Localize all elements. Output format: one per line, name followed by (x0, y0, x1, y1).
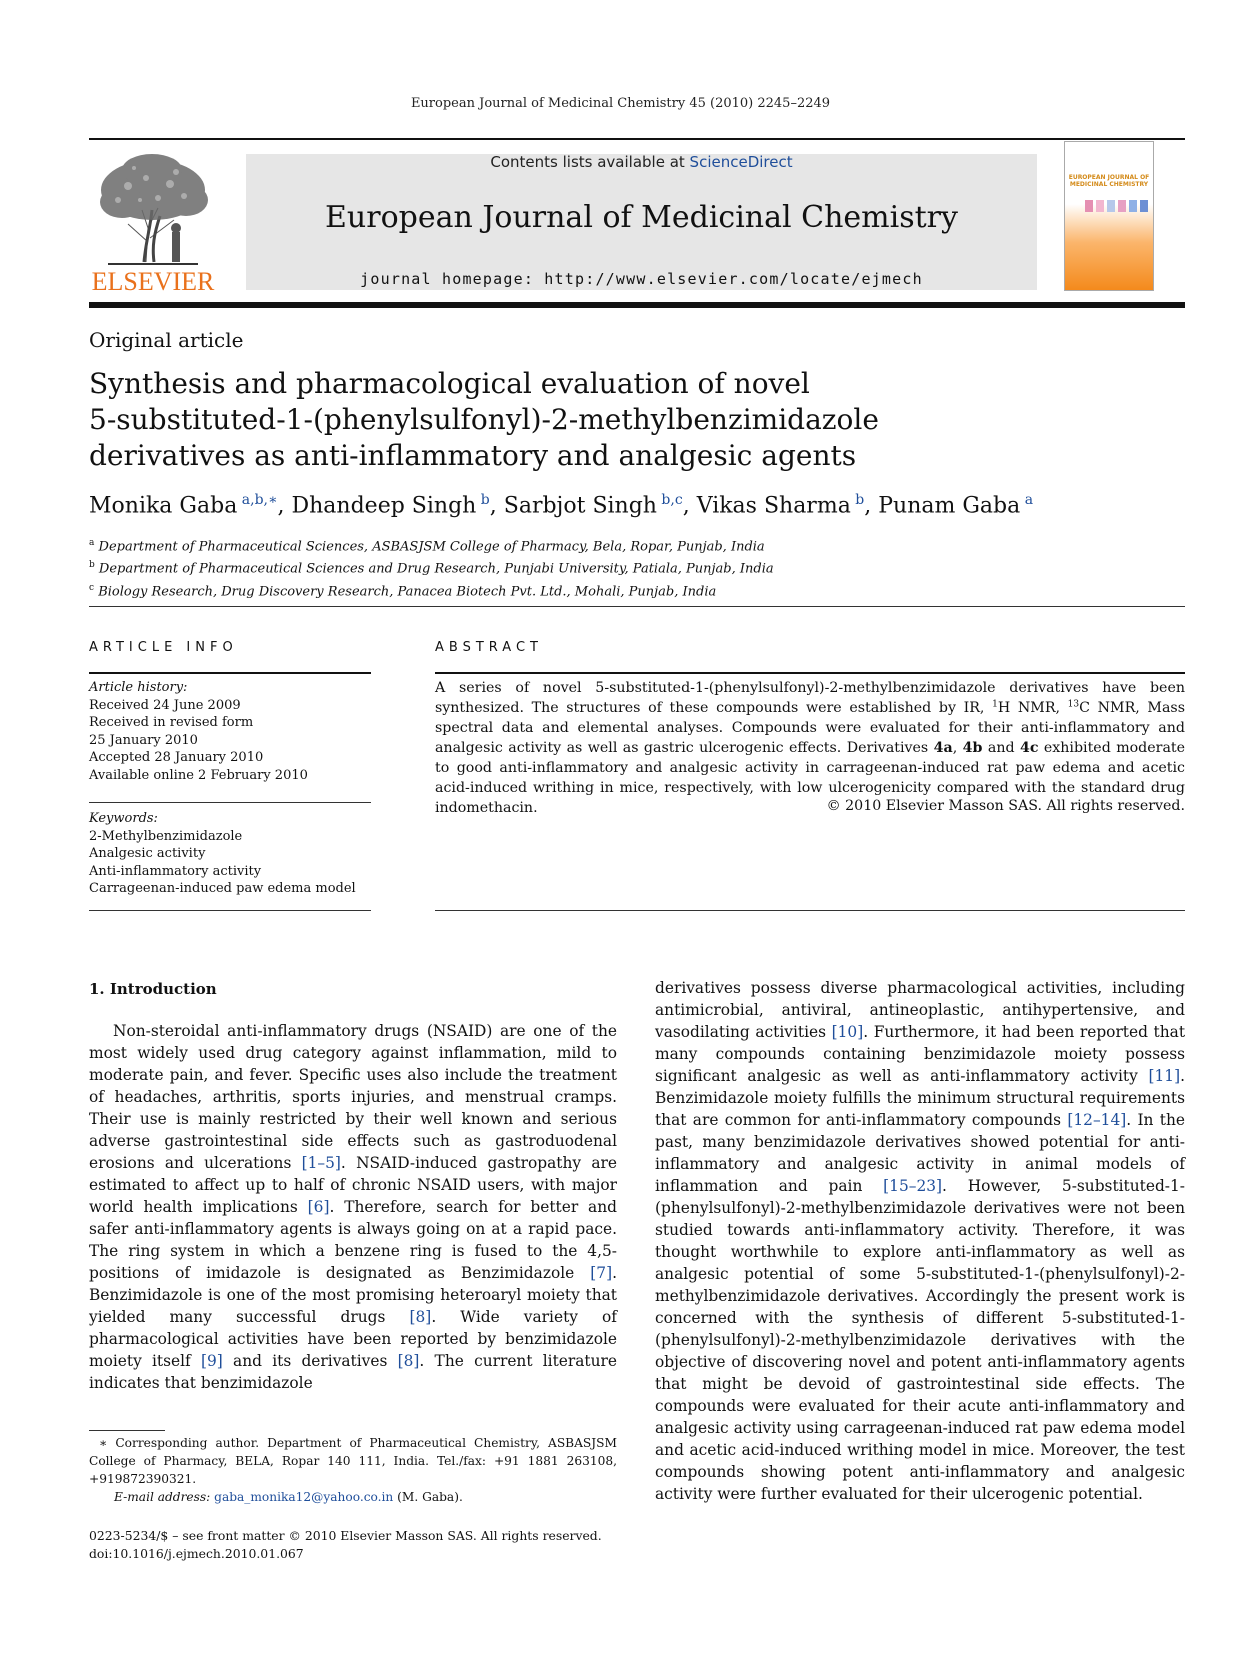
author-affiliation-marker[interactable]: b (480, 492, 490, 508)
journal-cover-thumbnail (1064, 141, 1154, 291)
author-affiliation-marker[interactable]: b (855, 492, 865, 508)
affiliation-item (89, 556, 1089, 578)
affiliation-text: Biology Research, Drug Discovery Research, Panacea Biotech Pvt. Ltd., Mohali, Punjab, India (98, 583, 717, 599)
introduction-heading: 1. Introduction (89, 980, 217, 998)
author-affiliation-marker[interactable]: a (1024, 492, 1034, 508)
article-title-line: Synthesis and pharmacological evaluation of novel (89, 367, 810, 400)
body-text: . The current literature indicates that benzimidazole (89, 1352, 617, 1392)
compound-id: 4b (962, 740, 983, 756)
footnote-marker: ∗ (99, 1436, 108, 1450)
article-title-line: 5-substituted-1-(phenylsulfonyl)-2-methylbenzimidazole (89, 403, 879, 436)
body-text: . In the past, many benzimidazole derivatives showed potential for anti-inflammatory and analgesic activity in animal models of inflammation and pain (655, 1111, 1186, 1195)
history-item: Available online 2 February 2010 (89, 767, 308, 783)
body-text: . Therefore, search for better and safer anti-inflammatory agents is always going on at a rapid pace. The ring system in which a benzene ring is fused to the 4,5-positions of imidazole is designated as Benzimidazole (89, 1198, 617, 1282)
footnote-email-line (89, 1488, 617, 1506)
contents-prefix: Contents lists available at (490, 153, 690, 171)
issn-line: 0223-5234/$ – see front matter © 2010 Elsevier Masson SAS. All rights reserved. (89, 1528, 602, 1543)
cover-graphic-icon (1085, 200, 1154, 216)
doi-link[interactable]: doi:10.1016/j.ejmech.2010.01.067 (89, 1546, 304, 1561)
body-text: . Benzimidazole is one of the most promising heteroaryl moiety that yielded many successful drugs (89, 1264, 617, 1326)
citation-link[interactable]: [9] (200, 1352, 223, 1370)
front-matter (89, 1527, 649, 1563)
author-name: Sarbjot Singh (503, 493, 657, 519)
article-info-rule (89, 910, 371, 911)
abstract-copyright: © 2010 Elsevier Masson SAS. All rights reserved. (826, 798, 1185, 814)
elsevier-wordmark: ELSEVIER (91, 267, 215, 296)
article-title (89, 366, 989, 474)
author-name: Monika Gaba (89, 493, 238, 519)
article-history-label: Article history: (89, 680, 188, 695)
affiliation-text: Department of Pharmaceutical Sciences and Drug Research, Punjabi University, Patiala, Punjab, India (98, 561, 774, 577)
footnote-body: Corresponding author. Department of Pharmaceutical Chemistry, ASBASJSM College of Pharmacy, BELA, Ropar 140 111, India. Tel./fax: +91 1881 263108, +919872390321. (89, 1436, 617, 1486)
journal-homepage-link[interactable]: journal homepage: http://www.elsevier.com/locate/ejmech (360, 270, 923, 288)
affiliation-key: c (89, 582, 95, 593)
keywords (89, 810, 371, 898)
abstract-text (435, 678, 1185, 818)
article-history (89, 679, 371, 785)
history-item: Received 24 June 2009 (89, 697, 241, 713)
abstract-segment: , (952, 740, 963, 756)
running-head: European Journal of Medicinal Chemistry 45 (2010) 2245–2249 (410, 96, 831, 111)
affiliation-list (89, 534, 1089, 601)
history-item: 25 January 2010 (89, 732, 198, 748)
author-name: Vikas Sharma (696, 493, 851, 519)
citation-link[interactable]: [15–23] (883, 1177, 943, 1195)
citation-link[interactable]: [1–5] (301, 1154, 341, 1172)
masthead-top-rule (89, 138, 1185, 140)
author-list: Monika Gaba $^{a,b,∗}$, Dhandeep Singh $^b$, Sarbjot Singh $^{b,c}$, Vikas Sharma $^b$, Punam Gaba $^a$ (89, 492, 1034, 519)
keyword-item: Anti-inflammatory activity (89, 863, 262, 879)
keywords-label: Keywords: (89, 811, 158, 826)
footnote-text (89, 1434, 617, 1488)
history-item: Received in revised form (89, 715, 254, 731)
body-text: derivatives possess diverse pharmacological activities, including antimicrobial, antiviral, antineoplastic, antihypertensive, and vasodilating activities (655, 979, 1185, 1041)
author-affiliation-marker[interactable]: b,c (661, 492, 683, 508)
body-text: . Wide variety of pharmacological activities have been reported by benzimidazole moiety itself (89, 1308, 617, 1370)
abstract-segment: H NMR, (997, 700, 1068, 716)
sciencedirect-link[interactable]: ScienceDirect (689, 153, 793, 171)
citation-link[interactable]: [12–14] (1067, 1111, 1127, 1129)
article-info-rule (89, 802, 371, 803)
citation-link[interactable]: [7] (590, 1264, 613, 1282)
citation-link[interactable]: [11] (1148, 1067, 1181, 1085)
abstract-segment: C NMR, Mass spectral data and elemental analyses. Compounds were evaluated for their anti-inflammatory and analgesic activity as well as gastric ulcerogenic effects. Derivatives (435, 700, 1185, 756)
citation-link[interactable]: [10] (831, 1023, 864, 1041)
email-label: E-mail address: (114, 1490, 211, 1504)
footnote-rule (89, 1430, 165, 1431)
email-suffix: (M. Gaba). (393, 1490, 463, 1504)
article-info-heading: ARTICLE INFO (89, 640, 238, 655)
affiliation-item (89, 579, 1089, 601)
article-info-rule (89, 672, 371, 674)
article-type: Original article (89, 328, 244, 352)
keyword-item: Carrageenan-induced paw edema model (89, 881, 356, 897)
author-name: Punam Gaba (878, 493, 1021, 519)
introduction-right-column (655, 977, 1185, 1505)
abstract-superscript: 1 (992, 699, 998, 710)
compound-id: 4c (1019, 740, 1039, 756)
corresponding-author-footnote (89, 1434, 617, 1506)
body-text: . However, 5-substituted-1-(phenylsulfonyl)-2-methylbenzimidazole derivatives were not been studied towards anti-inflammatory activity. Therefore, it was thought worthwhile to explore anti-inflammatory as well as analgesic potential of some 5-substituted-1-(phenylsulfonyl)-2-methylbenzimidazole derivatives. Accordingly the present work is concerned with the synthesis of different 5-substituted-1-(phenylsulfonyl)-2-methylbenzimidazole derivatives with the objective of discovering novel and potent anti-inflammatory agents that might be devoid of gastrointestinal side effects. The compounds were evaluated for their acute anti-inflammatory and analgesic activity using carrageenan-induced rat paw edema model and acetic acid-induced writhing model in mice. Moreover, the test compounds showing potent anti-inflammatory and analgesic activity were further evaluated for their ulcerogenic potential. (655, 1177, 1185, 1503)
author-email-link[interactable]: gaba_monika12@yahoo.co.in (214, 1490, 394, 1504)
masthead-bottom-rule (89, 302, 1185, 308)
body-text: and its derivatives (222, 1352, 398, 1370)
author-name: Dhandeep Singh (291, 493, 477, 519)
abstract-rule (435, 910, 1185, 911)
elsevier-tree-icon (88, 150, 218, 266)
affiliation-item (89, 534, 1089, 556)
citation-link[interactable]: [8] (397, 1352, 420, 1370)
abstract-rule (435, 672, 1185, 674)
author-affiliation-marker[interactable]: a,b,∗ (241, 492, 278, 508)
body-text: . NSAID-induced gastropathy are estimated to affect up to half of chronic NSAID users, with major world health implications (89, 1154, 617, 1216)
body-text: . Furthermore, it had been reported that many compounds containing benzimidazole moiety possess significant analgesic as well as anti-inflammatory activity (655, 1023, 1186, 1085)
abstract-superscript: 13 (1067, 699, 1080, 710)
contents-line (246, 153, 1037, 171)
article-title-line: derivatives as anti-inflammatory and analgesic agents (89, 439, 857, 472)
header-divider (89, 606, 1185, 607)
cover-title: EUROPEAN JOURNAL OF MEDICINAL CHEMISTRY (1068, 174, 1150, 188)
keyword-item: 2-Methylbenzimidazole (89, 828, 243, 844)
keyword-item: Analgesic activity (89, 846, 206, 862)
abstract-segment: A series of novel 5-substituted-1-(phenylsulfonyl)-2-methylbenzimidazole derivatives have been synthesized. The structures of these compounds were established by IR, (435, 680, 1185, 716)
history-item: Accepted 28 January 2010 (89, 750, 264, 766)
body-text: Non-steroidal anti-inflammatory drugs (NSAID) are one of the most widely used drug category against inflammation, mild to moderate pain, and fever. Specific uses also include the treatment of headaches, arthritis, sports injuries, and menstrual cramps. Their use is mainly restricted by their well known and serious adverse gastrointestinal side effects such as gastroduodenal erosions and ulcerations (89, 1022, 617, 1172)
citation-link[interactable]: [8] (409, 1308, 432, 1326)
affiliation-key: a (89, 538, 95, 548)
abstract-segment: and (982, 740, 1020, 756)
abstract-segment: exhibited moderate to good anti-inflammatory and analgesic activity in carrageenan-induced rat paw edema and acetic acid-induced writhing in mice, respectively, with low ulcerogenicity compared with the standard drug indomethacin. (435, 740, 1186, 816)
affiliation-text: Department of Pharmaceutical Sciences, ASBASJSM College of Pharmacy, Bela, Ropar, Punjab, India (98, 539, 765, 555)
citation-link[interactable]: [6] (307, 1198, 330, 1216)
introduction-left-column (89, 1020, 617, 1394)
affiliation-key: b (89, 560, 95, 571)
body-text: . Benzimidazole moiety fulfills the minimum structural requirements that are common for anti-inflammatory compounds (655, 1067, 1185, 1129)
compound-id: 4a (933, 740, 953, 756)
abstract-heading: ABSTRACT (435, 640, 543, 655)
journal-title: European Journal of Medicinal Chemistry (325, 200, 958, 235)
